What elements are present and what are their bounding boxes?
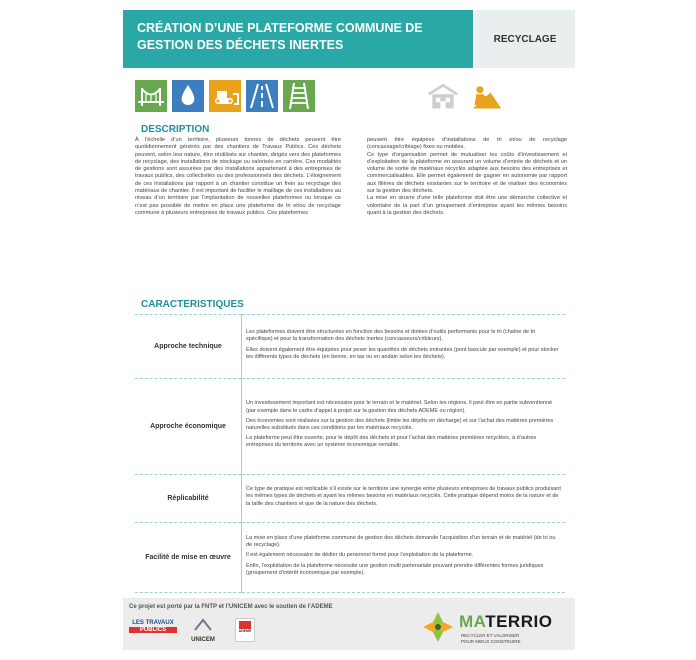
- bulldozer-icon: [209, 80, 241, 112]
- footer: [123, 598, 575, 650]
- title-line-1: CRÉATION D’UNE PLATEFORME COMMUNE DE: [137, 21, 423, 35]
- row-label: Approche technique: [135, 315, 242, 379]
- fntp-logo: [129, 620, 177, 633]
- row-paragraph: Elles doivent également être équipées pour peser les quantités de déchets entrantes (pont bascule par exemple) et pour stocker les différents types de déchets (en benne, en tas ou en andain selon les déchets).: [246, 346, 559, 360]
- title-line-2: GESTION DES DÉCHETS INERTES: [137, 38, 344, 52]
- unicem-logo-text: UNICEM: [191, 637, 215, 643]
- table-row: [135, 315, 565, 379]
- characteristics-table: [135, 314, 565, 593]
- railway-icon: [283, 80, 315, 112]
- row-paragraph: Ce type de pratique est réplicable s’il existe sur le territoire une synergie entre plusieurs entreprises de travaux publics produisant les mêmes types de déchets et ayant les mêmes besoins en matériaux recyclés. Cette pratique dépend moins de la nature et de la taille des chantiers et que de la nature des déchets.: [246, 486, 561, 507]
- row-content: [242, 315, 566, 379]
- theme-icons: [135, 80, 575, 120]
- row-label: Facilité de mise en œuvre: [135, 523, 242, 593]
- row-paragraph: Enfin, l’exploitation de la plateforme nécessite une gestion multi partenariale pouvant prendre différentes formes juridiques (groupement d’intérêt économique par exemple).: [246, 562, 544, 576]
- description-text-right-3: La mise en œuvre d’une telle plateforme doit être une démarche collective et volontaire de la part d’un groupement d’entreprise ayant les mêmes besoins quant à la gestion des déchets.: [367, 195, 567, 216]
- table-row: [135, 379, 565, 475]
- description-text-left: À l’échelle d’un territoire, plusieurs tonnes de déchets peuvent être quotidiennement générés par des chantiers de Travaux Publics. Ces déchets peuvent, selon leur nature, être réutilisés sur chantier, dirigés vers des plateformes de recyclage, des installations de stockage ou valorisés en carrière. Ces modalités de gestions sont assurées par des installations appartenant à des entreprises de travaux publics, des collectivités ou des professionnels des déchets. L’éloignement de ces installations par rapport à un chantier constitue un frein au recyclage des matériaux de chantier. Il est important de faciliter le maillage de ces installations au niveau d’un territoire par l’implantation de nouvelles plateformes ou lorsque ce n’est pas possible de mettre en place une plateforme de tri et/ou de recyclage commune à plusieurs entreprises de travaux publics. Ces plateformes: [135, 137, 341, 216]
- road-icon: [246, 80, 278, 112]
- category-tag: RECYCLAGE: [475, 10, 575, 68]
- description-heading: DESCRIPTION: [141, 124, 210, 135]
- materrio-tagline-1: RECYCLER ET VALORISER: [461, 633, 520, 638]
- row-paragraph: Les plateformes doivent être structurées en fonction des besoins et dotées d’outils performants pour le tri (chaîne de tri spécifique) et pour la transformation des déchets inertes (concasseurs/cribleurs).: [246, 329, 536, 343]
- row-content: [242, 523, 566, 593]
- fact-sheet-page: [123, 10, 575, 650]
- row-label: Réplicabilité: [135, 475, 242, 523]
- row-paragraph: Des économies sont réalisées sur la gestion des déchets (limite les dépôts en décharge) et sur l’achat des matières premières naturelles substitués dans ces conditions par les matériaux recyclés.: [246, 417, 554, 431]
- description-text-right-2: Ce type d’organisation permet de mutualiser les coûts d’investissement et d’exploitation de la plateforme en assurant un volume d’entrée de déchets et un volume de sortie de matériaux recyclés adaptée aux besoins des entreprises et commercialisables. Elle permet également de gagner en autonomie par rapport aux filières de déchets existantes sur le territoire et de réaliser des économies sur la gestion des déchets.: [367, 151, 567, 195]
- fntp-logo-line2: PUBLICS: [129, 627, 177, 633]
- brand-terrio: TERRIO: [485, 612, 553, 631]
- ademe-logo: [235, 618, 255, 642]
- brand-ma: MA: [459, 612, 486, 631]
- bridge-icon: [135, 80, 167, 112]
- table-row: [135, 475, 565, 523]
- materrio-mark-icon: [421, 610, 455, 644]
- worker-icon: [471, 80, 503, 112]
- materrio-tagline-2: POUR MIEUX CONSTRUIRE: [461, 639, 521, 644]
- row-paragraph: Un investissement important est nécessaire pour le terrain et le matériel. Selon les régions, il peut être en partie subventionné (par exemple dans le cadre d’appel à projet sur la gestion des déchets ADEME ou région).: [246, 400, 553, 414]
- unicem-logo: [183, 618, 223, 643]
- row-label: Approche économique: [135, 379, 242, 475]
- row-content: [242, 475, 566, 523]
- title-banner: [123, 10, 473, 68]
- ademe-logo-text: ADEME: [238, 629, 252, 633]
- description-right-column: [367, 137, 567, 217]
- table-row: [135, 523, 565, 593]
- description-text-right-1: peuvent être équipées d’installations de tri et/ou de recyclage (concassage/criblage) fixes ou mobiles.: [367, 137, 567, 151]
- ademe-mark-icon: [239, 621, 251, 629]
- row-content: [242, 379, 566, 475]
- row-paragraph: La mise en place d’une plateforme commune de gestion des déchets demande l’acquisition d’un terrain et de matériel (de tri ou de recyclage).: [246, 534, 556, 549]
- description-left-column: [135, 137, 341, 217]
- characteristics-heading: CARACTERISTIQUES: [141, 299, 244, 310]
- support-statement: Ce projet est porté par la FNTP et l’UNICEM avec le soutien de l’ADEME: [129, 604, 333, 610]
- building-icon: [427, 80, 459, 112]
- materrio-wordmark: [459, 612, 552, 632]
- fntp-logo-line1: LES TRAVAUX: [132, 620, 174, 626]
- water-drop-icon: [172, 80, 204, 112]
- row-paragraph: La plateforme peut être ouverte, pour le dépôt des déchets et pour l’achat des matières premières recyclées, à d’autres entreprises du territoire avec un système économique rentable.: [246, 435, 537, 449]
- row-paragraph: Il est également nécessaire de dédier du personnel formé pour l’exploitation de la plateforme.: [246, 552, 474, 559]
- unicem-mark-icon: [193, 618, 213, 632]
